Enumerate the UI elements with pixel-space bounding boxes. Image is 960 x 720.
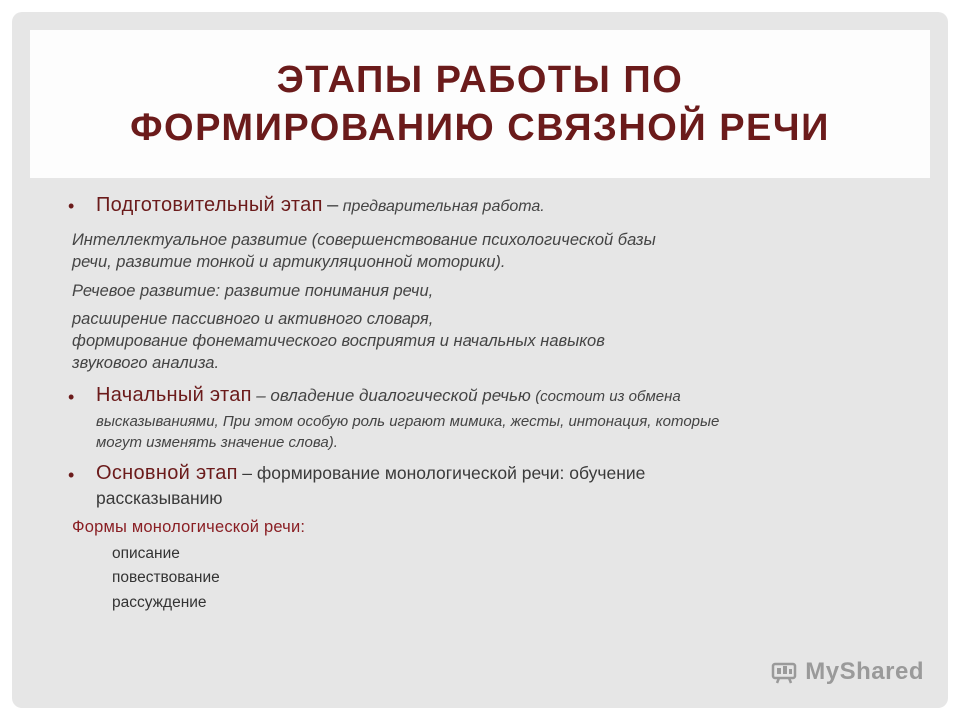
forms-item: рассуждение bbox=[112, 594, 207, 611]
stage-prep-heading-row bbox=[96, 194, 545, 217]
stage-initial-desc: – овладение диалогической речью bbox=[256, 386, 531, 405]
stage-main-heading-row bbox=[96, 462, 645, 485]
stage-initial-detail-3: могут изменять значение слова). bbox=[96, 434, 338, 451]
slide bbox=[12, 12, 948, 708]
slide-body bbox=[12, 12, 948, 708]
bullet-initial: • bbox=[68, 387, 75, 407]
stage-initial-heading-row bbox=[96, 384, 681, 407]
prep-line-5: формирование фонематического восприятия и начальных навыков bbox=[72, 332, 605, 350]
stage-prep-dash: – bbox=[327, 194, 339, 216]
bullet-main: • bbox=[68, 465, 75, 485]
prep-line-2: речи, развитие тонкой и артикуляционной моторики). bbox=[72, 253, 506, 271]
stage-main-desc-1: – формирование монологической речи: обучение bbox=[242, 463, 646, 483]
forms-item: описание bbox=[112, 545, 180, 562]
stage-initial-heading: Начальный этап bbox=[96, 384, 252, 406]
forms-heading: Формы монологической речи: bbox=[72, 518, 306, 536]
stage-main-desc-2: рассказыванию bbox=[96, 488, 223, 508]
title-line-2: ФОРМИРОВАНИЮ СВЯЗНОЙ РЕЧИ bbox=[130, 107, 830, 149]
stage-prep-heading: Подготовительный этап bbox=[96, 194, 323, 216]
prep-line-1: Интеллектуальное развитие (совершенствование психологической базы bbox=[72, 231, 656, 249]
prep-line-6: звукового анализа. bbox=[72, 354, 220, 372]
stage-prep-desc: предварительная работа. bbox=[342, 198, 545, 215]
stage-initial-detail-1: (состоит из обмена bbox=[535, 388, 681, 405]
myshared-logo-icon bbox=[771, 660, 799, 684]
title-line-1: ЭТАПЫ РАБОТЫ ПО bbox=[276, 59, 684, 101]
forms-item: повествование bbox=[112, 569, 220, 586]
bullet-prep: • bbox=[68, 196, 75, 216]
watermark-text: MyShared bbox=[805, 658, 924, 685]
prep-line-4: расширение пассивного и активного словаря, bbox=[72, 310, 434, 328]
prep-line-3: Речевое развитие: развитие понимания речи, bbox=[72, 282, 434, 300]
watermark bbox=[771, 658, 924, 686]
stage-main-heading: Основной этап bbox=[96, 462, 238, 484]
stage-initial-detail-2: высказываниями, При этом особую роль играют мимика, жесты, интонация, которые bbox=[96, 413, 720, 430]
